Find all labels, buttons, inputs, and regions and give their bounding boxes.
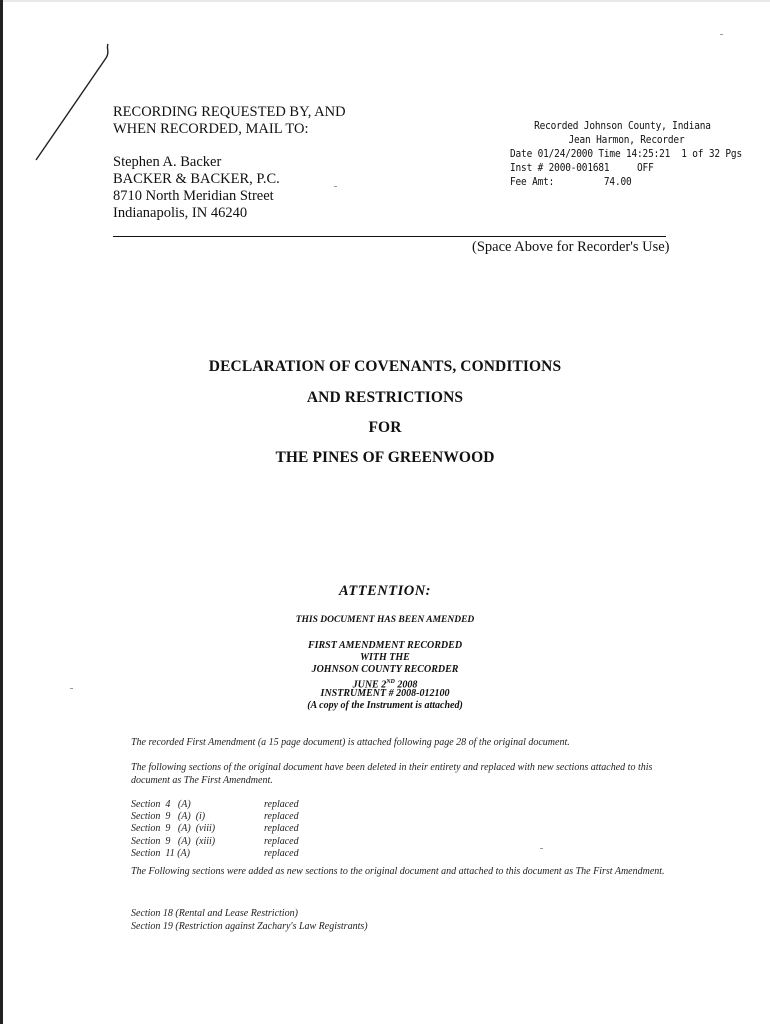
- title-line-3: FOR: [368, 419, 402, 436]
- addressee-name: Stephen A. Backer: [113, 154, 222, 170]
- scan-speck: [70, 688, 73, 689]
- stamp-line-recorder: Jean Harmon, Recorder: [568, 133, 685, 146]
- list-item: Section 9 (A) (i) replaced: [131, 811, 299, 823]
- added-sections-list: [131, 908, 691, 933]
- amendment-line-3: JOHNSON COUNTY RECORDER: [311, 664, 459, 675]
- amendment-attached-paragraph: The recorded First Amendment (a 15 page document) is attached following page 28 of the original document.: [131, 737, 570, 748]
- stamp-line-date: Date 01/24/2000 Time 14:25:21 1 of 32 Pgs: [510, 147, 742, 160]
- scan-top-edge: [0, 0, 770, 2]
- amendment-instrument-number: INSTRUMENT # 2008-012100: [320, 688, 450, 699]
- recorder-space-note: (Space Above for Recorder's Use): [472, 239, 670, 255]
- amendment-line-2: WITH THE: [360, 652, 410, 663]
- deleted-sections-paragraph: The following sections of the original document have been deleted in their entirety and replaced with new sections attached to this document as The First Amendment.: [131, 762, 653, 786]
- scan-left-edge: [0, 0, 3, 1024]
- when-recorded-line: WHEN RECORDED, MAIL TO:: [113, 121, 309, 137]
- title-line-4: THE PINES OF GREENWOOD: [275, 449, 495, 466]
- list-item: Section 9 (A) (xiii) replaced: [131, 835, 299, 847]
- handwritten-slash-mark: [30, 40, 120, 170]
- attention-heading: ATTENTION:: [339, 583, 431, 599]
- amendment-copy-note: (A copy of the Instrument is attached): [307, 700, 463, 711]
- recording-requested-line: RECORDING REQUESTED BY, AND: [113, 104, 346, 120]
- addressee-city: Indianapolis, IN 46240: [113, 205, 248, 221]
- title-line-2: AND RESTRICTIONS: [306, 389, 464, 406]
- amendment-line-date: JUNE 2ND 2008: [352, 679, 418, 691]
- stamp-line-fee: Fee Amt: 74.00: [510, 175, 632, 188]
- replaced-sections-list: [131, 799, 299, 860]
- recorder-stamp: [510, 119, 742, 189]
- added-section-19: Section 19 (Restriction against Zachary's Law Registrants): [131, 920, 368, 932]
- recorder-space-divider: [113, 236, 666, 237]
- list-item: Section 9 (A) (viii) replaced: [131, 823, 299, 835]
- amendment-line-1: FIRST AMENDMENT RECORDED: [307, 640, 463, 651]
- list-item: Section 11 (A) replaced: [131, 847, 299, 859]
- stamp-line-county: Recorded Johnson County, Indiana: [534, 119, 711, 132]
- added-section-18: Section 18 (Rental and Lease Restriction): [131, 908, 298, 919]
- addressee-firm: BACKER & BACKER, P.C.: [113, 171, 280, 187]
- scan-speck: [540, 848, 543, 849]
- stamp-line-inst: Inst # 2000-001681 OFF: [510, 161, 654, 174]
- list-item: Section 4 (A) replaced: [131, 799, 299, 810]
- scan-speck: [334, 186, 337, 187]
- return-address-block: [113, 104, 346, 222]
- title-line-1: DECLARATION OF COVENANTS, CONDITIONS: [208, 358, 562, 375]
- addressee-street: 8710 North Meridian Street: [113, 188, 274, 204]
- amended-notice: THIS DOCUMENT HAS BEEN AMENDED: [295, 615, 475, 625]
- amendment-details: [0, 640, 770, 712]
- scan-speck: [720, 34, 723, 35]
- added-sections-paragraph: The Following sections were added as new sections to the original document and attached to this document as The First Amendment.: [131, 866, 665, 877]
